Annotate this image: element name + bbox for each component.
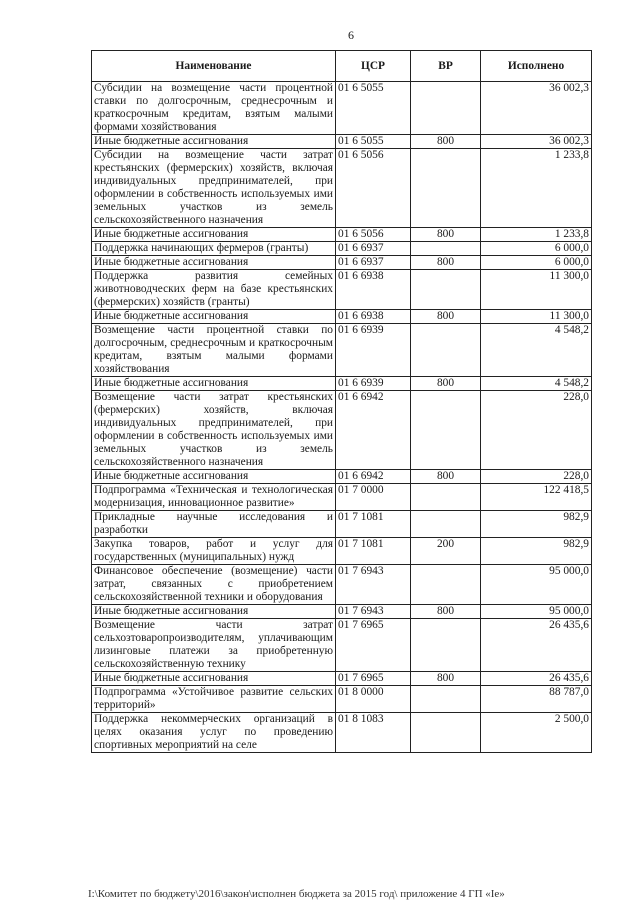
cell-done: 36 002,3 — [481, 82, 592, 135]
cell-vr — [411, 511, 481, 538]
table-row — [92, 565, 592, 605]
cell-name: Закупка товаров, работ и услуг для государственных (муниципальных) нужд — [92, 538, 336, 565]
cell-name: Иные бюджетные ассигнования — [92, 605, 336, 619]
cell-csr: 01 6 6942 — [336, 470, 411, 484]
table-row — [92, 82, 592, 135]
table-row — [92, 377, 592, 391]
table-row — [92, 324, 592, 377]
cell-vr: 800 — [411, 310, 481, 324]
cell-vr — [411, 713, 481, 753]
cell-done: 122 418,5 — [481, 484, 592, 511]
table-row — [92, 256, 592, 270]
cell-done: 36 002,3 — [481, 135, 592, 149]
cell-name: Иные бюджетные ассигнования — [92, 256, 336, 270]
cell-csr: 01 6 5056 — [336, 228, 411, 242]
header-vr: ВР — [411, 51, 481, 82]
cell-done: 982,9 — [481, 538, 592, 565]
cell-csr: 01 6 5056 — [336, 149, 411, 228]
cell-done: 11 300,0 — [481, 270, 592, 310]
header-done: Исполнено — [481, 51, 592, 82]
table-row — [92, 484, 592, 511]
cell-csr: 01 7 1081 — [336, 511, 411, 538]
table-row — [92, 605, 592, 619]
cell-name: Поддержка некоммерческих организаций в целях оказания услуг по проведению спортивных мероприятий на селе — [92, 713, 336, 753]
cell-done: 95 000,0 — [481, 565, 592, 605]
cell-name: Субсидии на возмещение части затрат крестьянских (фермерских) хозяйств, включая индивидуальных предпринимателей, при оформлении в собственность используемых ими земельных участков из земель сельскохозяйственного назначения — [92, 149, 336, 228]
cell-csr: 01 6 6938 — [336, 310, 411, 324]
cell-name: Иные бюджетные ассигнования — [92, 310, 336, 324]
cell-vr — [411, 242, 481, 256]
cell-done: 1 233,8 — [481, 228, 592, 242]
table-row — [92, 391, 592, 470]
cell-vr: 800 — [411, 672, 481, 686]
cell-done: 1 233,8 — [481, 149, 592, 228]
cell-vr: 800 — [411, 256, 481, 270]
cell-done: 11 300,0 — [481, 310, 592, 324]
header-csr: ЦСР — [336, 51, 411, 82]
cell-vr — [411, 686, 481, 713]
table-row — [92, 228, 592, 242]
cell-vr: 800 — [411, 135, 481, 149]
table-row — [92, 619, 592, 672]
table-header-row — [92, 51, 592, 82]
cell-csr: 01 7 6943 — [336, 565, 411, 605]
cell-done: 95 000,0 — [481, 605, 592, 619]
cell-csr: 01 6 6939 — [336, 377, 411, 391]
cell-name: Иные бюджетные ассигнования — [92, 377, 336, 391]
cell-csr: 01 7 6965 — [336, 619, 411, 672]
cell-vr — [411, 391, 481, 470]
cell-csr: 01 7 0000 — [336, 484, 411, 511]
cell-csr: 01 7 6965 — [336, 672, 411, 686]
cell-vr — [411, 565, 481, 605]
cell-csr: 01 6 6937 — [336, 256, 411, 270]
cell-vr — [411, 619, 481, 672]
cell-name: Иные бюджетные ассигнования — [92, 470, 336, 484]
cell-name: Прикладные научные исследования и разработки — [92, 511, 336, 538]
cell-name: Подпрограмма «Техническая и технологическая модернизация, инновационное развитие» — [92, 484, 336, 511]
cell-done: 228,0 — [481, 391, 592, 470]
table-row — [92, 242, 592, 256]
cell-done: 26 435,6 — [481, 619, 592, 672]
cell-vr: 200 — [411, 538, 481, 565]
cell-csr: 01 6 6937 — [336, 242, 411, 256]
cell-vr — [411, 324, 481, 377]
cell-vr: 800 — [411, 377, 481, 391]
table-row — [92, 538, 592, 565]
cell-name: Возмещение части процентной ставки по долгосрочным, среднесрочным и краткосрочным кредитам, взятым малыми формами хозяйствования — [92, 324, 336, 377]
cell-name: Финансовое обеспечение (возмещение) части затрат, связанных с приобретением сельскохозяйственной техники и оборудования — [92, 565, 336, 605]
budget-table — [91, 50, 592, 753]
table-row — [92, 470, 592, 484]
cell-csr: 01 7 6943 — [336, 605, 411, 619]
cell-csr: 01 6 6938 — [336, 270, 411, 310]
table-row — [92, 672, 592, 686]
cell-done: 982,9 — [481, 511, 592, 538]
table-row — [92, 686, 592, 713]
cell-vr — [411, 149, 481, 228]
file-path-footer: I:\Комитет по бюджету\2016\закон\исполнен бюджета за 2015 год\ приложение 4 ГП «Ie» — [88, 888, 505, 900]
cell-done: 4 548,2 — [481, 324, 592, 377]
cell-vr — [411, 270, 481, 310]
cell-name: Субсидии на возмещение части процентной ставки по долгосрочным, среднесрочным и краткосрочным кредитам, взятым малыми формами хозяйствования — [92, 82, 336, 135]
cell-csr: 01 8 0000 — [336, 686, 411, 713]
cell-done: 6 000,0 — [481, 256, 592, 270]
table-row — [92, 149, 592, 228]
page-number: 6 — [348, 28, 354, 42]
cell-name: Иные бюджетные ассигнования — [92, 135, 336, 149]
cell-done: 6 000,0 — [481, 242, 592, 256]
cell-csr: 01 7 1081 — [336, 538, 411, 565]
table-row — [92, 135, 592, 149]
table-row — [92, 270, 592, 310]
cell-done: 228,0 — [481, 470, 592, 484]
cell-csr: 01 8 1083 — [336, 713, 411, 753]
cell-done: 26 435,6 — [481, 672, 592, 686]
cell-vr: 800 — [411, 605, 481, 619]
cell-csr: 01 6 5055 — [336, 82, 411, 135]
cell-done: 4 548,2 — [481, 377, 592, 391]
table-row — [92, 310, 592, 324]
cell-name: Иные бюджетные ассигнования — [92, 228, 336, 242]
cell-vr — [411, 484, 481, 511]
cell-name: Поддержка развития семейных животноводческих ферм на базе крестьянских (фермерских) хозяйств (гранты) — [92, 270, 336, 310]
cell-name: Подпрограмма «Устойчивое развитие сельских территорий» — [92, 686, 336, 713]
cell-vr: 800 — [411, 228, 481, 242]
cell-name: Иные бюджетные ассигнования — [92, 672, 336, 686]
cell-name: Возмещение части затрат крестьянских (фермерских) хозяйств, включая индивидуальных предпринимателей, при оформлении в собственность используемых ими земельных участков из земель сельскохозяйственного назначения — [92, 391, 336, 470]
table-row — [92, 511, 592, 538]
cell-name: Поддержка начинающих фермеров (гранты) — [92, 242, 336, 256]
cell-vr: 800 — [411, 470, 481, 484]
cell-name: Возмещение части затрат сельхозтоваропроизводителям, уплачивающим лизинговые платежи за приобретенную сельскохозяйственную технику — [92, 619, 336, 672]
cell-done: 88 787,0 — [481, 686, 592, 713]
cell-done: 2 500,0 — [481, 713, 592, 753]
cell-csr: 01 6 6939 — [336, 324, 411, 377]
table-row — [92, 713, 592, 753]
cell-csr: 01 6 6942 — [336, 391, 411, 470]
cell-vr — [411, 82, 481, 135]
cell-csr: 01 6 5055 — [336, 135, 411, 149]
header-name: Наименование — [92, 51, 336, 82]
